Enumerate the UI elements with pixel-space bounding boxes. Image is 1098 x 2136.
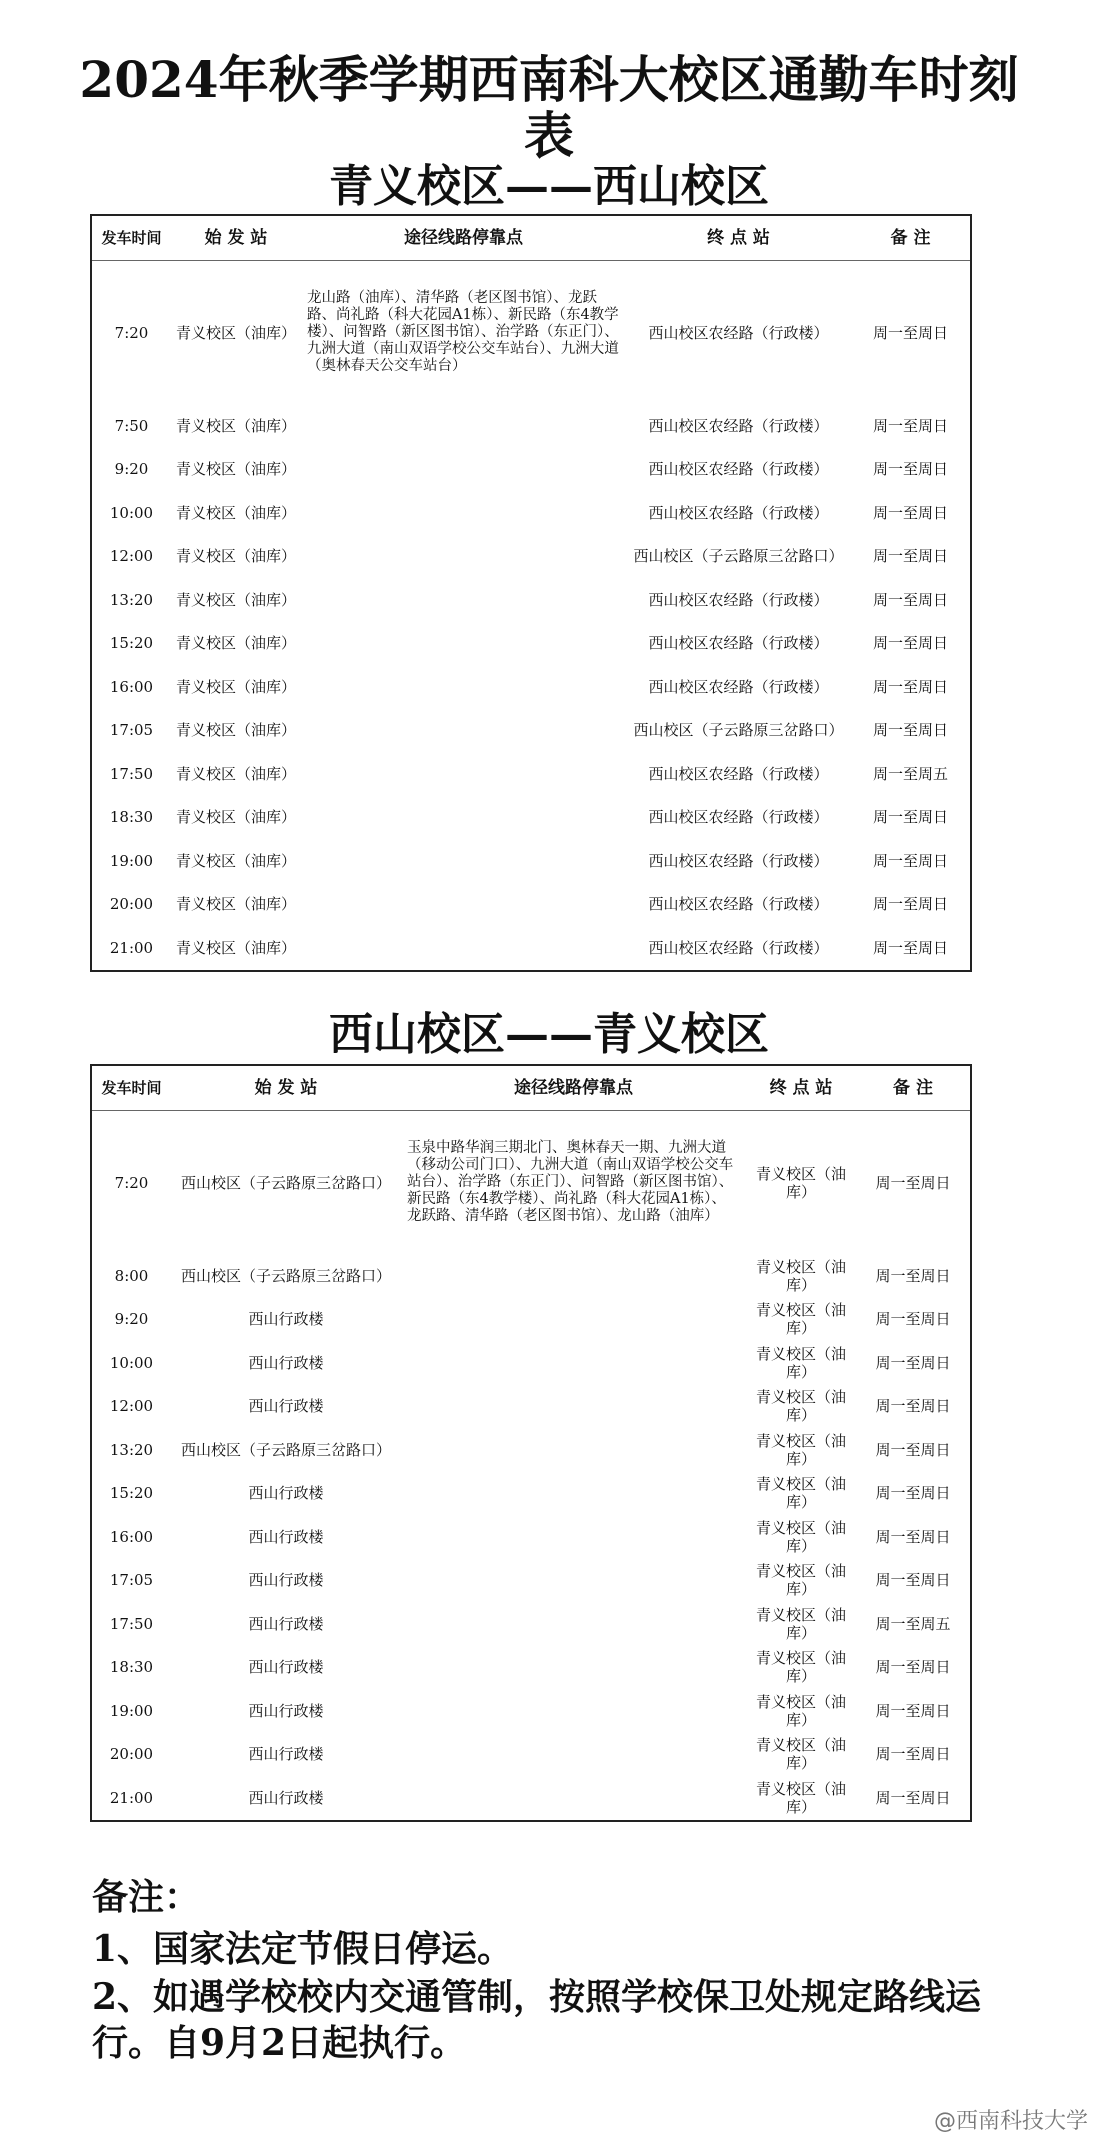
- cell-end-station: 青义校区（油库）: [755, 1344, 846, 1381]
- cell-start-station: 西山校区（子云路原三岔路口）: [180, 1440, 391, 1459]
- watermark: @西南科技大学: [933, 2109, 1088, 2134]
- cell-start-station: 青义校区（油库）: [175, 808, 296, 827]
- cell-end-station: 西山校区农经路（行政楼）: [648, 851, 829, 870]
- cell-end-station: 青义校区（油库）: [755, 1257, 846, 1294]
- cell-start-station: 青义校区（油库）: [175, 851, 296, 870]
- cell-end-station: 青义校区（油库）: [755, 1649, 846, 1686]
- table-row: [91, 491, 971, 535]
- cell-end-station: 青义校区（油库）: [755, 1475, 846, 1512]
- cell-note: 周一至周日: [875, 1571, 951, 1590]
- cell-note: 周一至周日: [872, 634, 948, 653]
- cell-route: [401, 1733, 746, 1777]
- cell-end-station: 西山校区（子云路原三岔路口）: [633, 547, 844, 566]
- cell-end-station: 青义校区（油库）: [755, 1301, 846, 1338]
- table1-subtitle: 青义校区——西山校区: [329, 161, 769, 212]
- cell-time: 7:50: [114, 416, 149, 435]
- cell-start-station: 西山行政楼: [248, 1484, 324, 1503]
- schedule-table-xishan-to-qingyi: [90, 1064, 972, 1822]
- cell-time: 16:00: [109, 677, 154, 696]
- cell-note: 周一至周日: [875, 1353, 951, 1372]
- cell-note: 周一至周日: [875, 1440, 951, 1459]
- table-row: [91, 926, 971, 971]
- cell-start-station: 青义校区（油库）: [175, 938, 296, 957]
- cell-note: 周一至周日: [872, 547, 948, 566]
- cell-time: 16:00: [109, 1527, 154, 1546]
- cell-end-station: 青义校区（油库）: [755, 1692, 846, 1729]
- cell-time: 9:20: [114, 460, 149, 479]
- cell-note: 周一至周日: [872, 460, 948, 479]
- table-row: [91, 535, 971, 579]
- cell-route: [401, 1776, 746, 1821]
- cell-route: [401, 1646, 746, 1690]
- cell-end-station: 青义校区（油库）: [755, 1518, 846, 1555]
- cell-note: 周一至周日: [875, 1527, 951, 1546]
- cell-start-station: 青义校区（油库）: [175, 721, 296, 740]
- cell-end-station: 青义校区（油库）: [755, 1779, 846, 1816]
- notes-line1: 1、国家法定节假日停运。: [92, 1928, 514, 1970]
- table-row: [91, 709, 971, 753]
- cell-start-station: 青义校区（油库）: [175, 547, 296, 566]
- cell-route: [401, 1341, 746, 1385]
- cell-time: 9:20: [114, 1310, 149, 1329]
- header-route: 途径线路停靠点: [301, 215, 626, 261]
- table-row: [91, 883, 971, 927]
- table-row: [91, 752, 971, 796]
- cell-start-station: 西山行政楼: [248, 1310, 324, 1329]
- cell-time: 10:00: [109, 1353, 154, 1372]
- table-row: [91, 578, 971, 622]
- cell-route: [301, 404, 626, 448]
- cell-start-station: 西山行政楼: [248, 1745, 324, 1764]
- cell-route: [401, 1602, 746, 1646]
- cell-end-station: 青义校区（油库）: [755, 1562, 846, 1599]
- cell-start-station: 西山行政楼: [248, 1397, 324, 1416]
- cell-note: 周一至周日: [875, 1266, 951, 1285]
- cell-route: [301, 578, 626, 622]
- cell-start-station: 青义校区（油库）: [175, 416, 296, 435]
- cell-time: 15:20: [109, 634, 154, 653]
- cell-time: 17:50: [109, 764, 154, 783]
- cell-time: 21:00: [109, 938, 154, 957]
- cell-time: 8:00: [114, 1266, 149, 1285]
- cell-note: 周一至周日: [872, 590, 948, 609]
- cell-end-station: 青义校区（油库）: [755, 1605, 846, 1642]
- cell-note: 周一至周日: [872, 851, 948, 870]
- cell-note: 周一至周日: [875, 1397, 951, 1416]
- cell-note: 周一至周日: [872, 721, 948, 740]
- cell-time: 19:00: [109, 851, 154, 870]
- cell-note: 周一至周五: [872, 764, 948, 783]
- header-start: 始 发 站: [171, 215, 301, 261]
- cell-note: 周一至周日: [875, 1745, 951, 1764]
- cell-note: 周一至周日: [875, 1310, 951, 1329]
- cell-start-station: 青义校区（油库）: [175, 590, 296, 609]
- cell-route: [301, 448, 626, 492]
- cell-note: 周一至周日: [875, 1701, 951, 1720]
- cell-end-station: 青义校区（油库）: [755, 1431, 846, 1468]
- cell-start-station: 西山校区（子云路原三岔路口）: [180, 1266, 391, 1285]
- table-row: [91, 665, 971, 709]
- cell-time: 10:00: [109, 503, 154, 522]
- cell-end-station: 西山校区农经路（行政楼）: [648, 808, 829, 827]
- table-row: [91, 1111, 971, 1255]
- cell-start-station: 西山行政楼: [248, 1353, 324, 1372]
- cell-time: 15:20: [109, 1484, 154, 1503]
- cell-end-station: 西山校区农经路（行政楼）: [648, 764, 829, 783]
- cell-start-station: 西山行政楼: [248, 1788, 324, 1807]
- cell-route: [301, 796, 626, 840]
- cell-time: 21:00: [109, 1788, 154, 1807]
- cell-start-station: 西山行政楼: [248, 1527, 324, 1546]
- cell-time: 13:20: [109, 590, 154, 609]
- cell-start-station: 西山校区（子云路原三岔路口）: [180, 1173, 391, 1192]
- schedule-table-qingyi-to-xishan: [90, 214, 972, 972]
- table1-body: [91, 261, 971, 971]
- cell-note: 周一至周日: [872, 895, 948, 914]
- table-row: [91, 1689, 971, 1733]
- cell-start-station: 青义校区（油库）: [175, 460, 296, 479]
- cell-note: 周一至周日: [872, 677, 948, 696]
- cell-start-station: 西山行政楼: [248, 1571, 324, 1590]
- cell-note: 周一至周日: [875, 1484, 951, 1503]
- cell-note: 周一至周日: [872, 416, 948, 435]
- cell-time: 18:30: [109, 1658, 154, 1677]
- cell-start-station: 青义校区（油库）: [175, 503, 296, 522]
- cell-start-station: 西山行政楼: [248, 1701, 324, 1720]
- cell-start-station: 青义校区（油库）: [175, 634, 296, 653]
- notes-line2: 2、如遇学校校内交通管制，按照学校保卫处规定路线运行。自9月2日起执行。: [92, 1976, 982, 2064]
- page-title-line1: 2024年秋季学期西南科大校区通勤车时刻: [79, 50, 1019, 109]
- cell-route: [401, 1298, 746, 1342]
- cell-time: 12:00: [109, 1397, 154, 1416]
- table-row: [91, 1472, 971, 1516]
- cell-note: 周一至周日: [872, 808, 948, 827]
- cell-time: 7:20: [114, 1173, 149, 1192]
- header-note: 备 注: [851, 215, 971, 261]
- cell-end-station: 青义校区（油库）: [755, 1164, 846, 1201]
- cell-time: 12:00: [109, 547, 154, 566]
- table2-body: [91, 1111, 971, 1821]
- header-end: 终 点 站: [746, 1065, 856, 1111]
- cell-end-station: 西山校区农经路（行政楼）: [648, 677, 829, 696]
- cell-route: [301, 839, 626, 883]
- table-row: [91, 1254, 971, 1298]
- cell-route: [401, 1472, 746, 1516]
- cell-route: [301, 752, 626, 796]
- cell-route: [401, 1385, 746, 1429]
- cell-route: [401, 1689, 746, 1733]
- cell-end-station: 西山校区农经路（行政楼）: [648, 938, 829, 957]
- cell-time: 17:05: [109, 1571, 154, 1590]
- cell-end-station: 西山校区农经路（行政楼）: [648, 634, 829, 653]
- table-row: [91, 1733, 971, 1777]
- cell-end-station: 青义校区（油库）: [755, 1388, 846, 1425]
- cell-note: 周一至周日: [872, 323, 948, 342]
- table-row: [91, 1298, 971, 1342]
- cell-end-station: 西山校区农经路（行政楼）: [648, 460, 829, 479]
- cell-start-station: 青义校区（油库）: [175, 764, 296, 783]
- cell-route: [301, 622, 626, 666]
- cell-start-station: 青义校区（油库）: [175, 677, 296, 696]
- cell-time: 18:30: [109, 808, 154, 827]
- cell-route: [401, 1559, 746, 1603]
- cell-route: [301, 665, 626, 709]
- cell-time: 19:00: [109, 1701, 154, 1720]
- table-row: [91, 1776, 971, 1821]
- cell-route: [301, 709, 626, 753]
- table-row: [91, 1559, 971, 1603]
- cell-route: [401, 1254, 746, 1298]
- cell-end-station: 西山校区（子云路原三岔路口）: [633, 721, 844, 740]
- table-header-row: [91, 1065, 971, 1111]
- header-start: 始 发 站: [171, 1065, 401, 1111]
- cell-route: [301, 535, 626, 579]
- cell-time: 17:50: [109, 1614, 154, 1633]
- cell-time: 20:00: [109, 895, 154, 914]
- table-row: [91, 1385, 971, 1429]
- table-row: [91, 404, 971, 448]
- cell-start-station: 西山行政楼: [248, 1614, 324, 1633]
- cell-note: 周一至周日: [875, 1658, 951, 1677]
- cell-end-station: 青义校区（油库）: [755, 1736, 846, 1773]
- table-row: [91, 261, 971, 405]
- page-title-line2: 表: [524, 106, 574, 165]
- cell-end-station: 西山校区农经路（行政楼）: [648, 503, 829, 522]
- table-row: [91, 622, 971, 666]
- cell-time: 20:00: [109, 1745, 154, 1764]
- cell-time: 7:20: [114, 323, 149, 342]
- cell-time: 17:05: [109, 721, 154, 740]
- table-row: [91, 1515, 971, 1559]
- cell-route: 玉泉中路华润三期北门、奥林春天一期、九洲大道（移动公司门口）、九洲大道（南山双语学校公交车站台）、治学路（东正门）、问智路（新区图书馆）、新民路（东4教学楼）、尚礼路（科大花园A1栋）、龙跃路、清华路（老区图书馆）、龙山路（油库）: [407, 1140, 734, 1224]
- cell-time: 13:20: [109, 1440, 154, 1459]
- header-note: 备 注: [856, 1065, 971, 1111]
- cell-route: [401, 1428, 746, 1472]
- cell-start-station: 西山行政楼: [248, 1658, 324, 1677]
- notes-heading: 备注：: [92, 1876, 201, 1918]
- cell-note: 周一至周日: [875, 1173, 951, 1192]
- cell-start-station: 青义校区（油库）: [175, 895, 296, 914]
- table-header-row: [91, 215, 971, 261]
- table-row: [91, 448, 971, 492]
- cell-note: 周一至周五: [875, 1614, 951, 1633]
- header-end: 终 点 站: [626, 215, 851, 261]
- cell-end-station: 西山校区农经路（行政楼）: [648, 416, 829, 435]
- table-row: [91, 1646, 971, 1690]
- table-row: [91, 839, 971, 883]
- cell-end-station: 西山校区农经路（行政楼）: [648, 323, 829, 342]
- cell-route: 龙山路（油库）、清华路（老区图书馆）、龙跃路、尚礼路（科大花园A1栋）、新民路（东4教学楼）、问智路（新区图书馆）、治学路（东正门）、九洲大道（南山双语学校公交车站台）、九洲大道（奥林春天公交车站台）: [307, 290, 619, 374]
- header-route: 途径线路停靠点: [401, 1065, 746, 1111]
- table2-subtitle: 西山校区——青义校区: [329, 1009, 769, 1060]
- cell-start-station: 青义校区（油库）: [175, 323, 296, 342]
- header-time: 发车时间: [91, 1065, 171, 1111]
- table-row: [91, 1602, 971, 1646]
- cell-end-station: 西山校区农经路（行政楼）: [648, 590, 829, 609]
- table-row: [91, 1428, 971, 1472]
- table-row: [91, 1341, 971, 1385]
- cell-route: [301, 926, 626, 971]
- cell-route: [401, 1515, 746, 1559]
- cell-route: [301, 491, 626, 535]
- cell-end-station: 西山校区农经路（行政楼）: [648, 895, 829, 914]
- header-time: 发车时间: [91, 215, 171, 261]
- cell-route: [301, 883, 626, 927]
- cell-note: 周一至周日: [872, 938, 948, 957]
- cell-note: 周一至周日: [872, 503, 948, 522]
- table-row: [91, 796, 971, 840]
- cell-note: 周一至周日: [875, 1788, 951, 1807]
